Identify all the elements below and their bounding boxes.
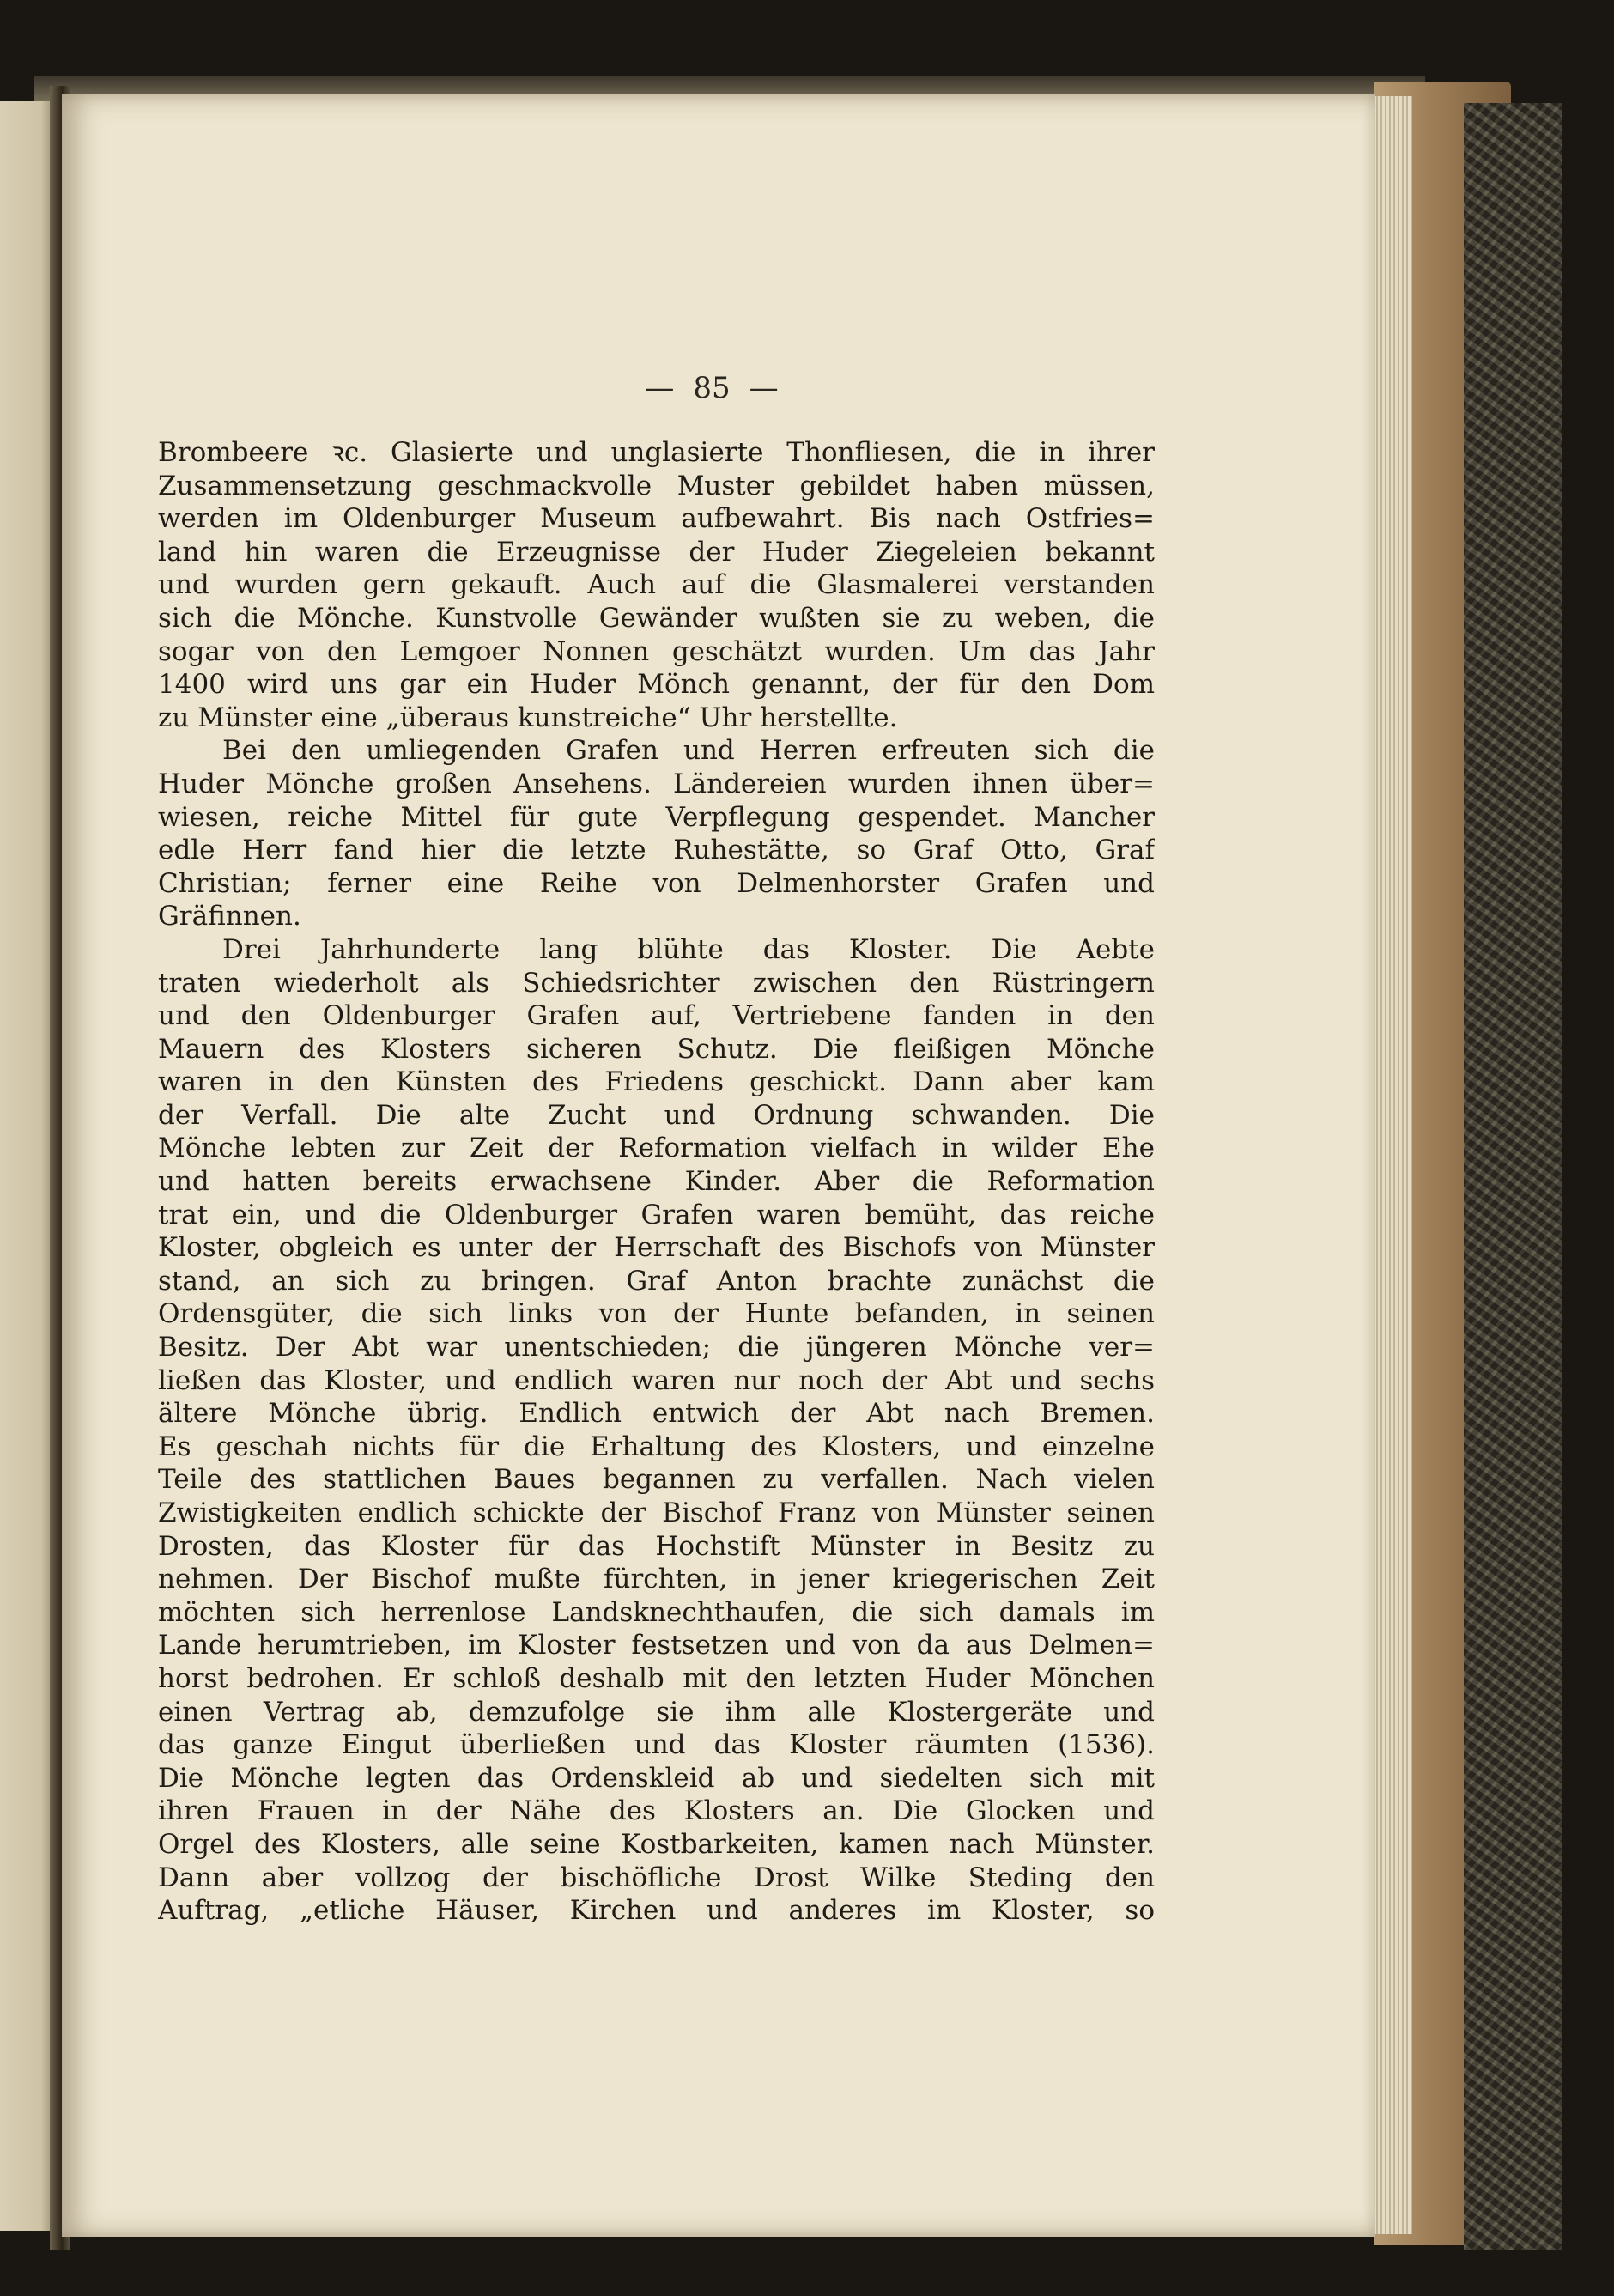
- text-line: und wurden gern gekauft. Auch auf die Glasmalerei verstanden: [158, 569, 1155, 601]
- text-line: einen Vertrag ab, demzufolge sie ihm alle Klostergeräte und: [158, 1696, 1155, 1728]
- text-line: möchten sich herrenlose Landsknechthaufen, die sich damals im: [158, 1596, 1155, 1628]
- text-line: Dann aber vollzog der bischöfliche Drost Wilke Steding den: [158, 1862, 1155, 1893]
- text-line: horst bedrohen. Er schloß deshalb mit den letzten Huder Mönchen: [158, 1662, 1155, 1694]
- text-line: wiesen, reiche Mittel für gute Verpflegung gespendet. Mancher: [158, 801, 1155, 833]
- marbled-cover: [1464, 103, 1562, 2250]
- text-line: Kloster, obgleich es unter der Herrschaft des Bischofs von Münster: [158, 1232, 1155, 1264]
- text-line: und den Oldenburger Grafen auf, Vertriebene fanden in den: [158, 1000, 1155, 1032]
- text-line: Bei den umliegenden Grafen und Herren erfreuten sich die: [222, 735, 1155, 767]
- text-line: ihren Frauen in der Nähe des Klosters an. Die Glocken und: [158, 1795, 1155, 1827]
- text-line: Lande herumtrieben, im Kloster festsetzen und von da aus Delmen=: [158, 1630, 1155, 1661]
- text-line: das ganze Eingut überließen und das Kloster räumten (1536).: [158, 1729, 1155, 1761]
- text-line: Drei Jahrhunderte lang blühte das Kloster. Die Aebte: [222, 933, 1155, 965]
- text-line: der Verfall. Die alte Zucht und Ordnung schwanden. Die: [158, 1099, 1155, 1131]
- text-line: nehmen. Der Bischof mußte fürchten, in jener kriegerischen Zeit: [158, 1564, 1155, 1595]
- book-page: [62, 94, 1375, 2237]
- text-line: und hatten bereits erwachsene Kinder. Aber die Reformation: [158, 1166, 1155, 1198]
- text-line: land hin waren die Erzeugnisse der Huder Ziegeleien bekannt: [158, 536, 1155, 568]
- text-line: Die Mönche legten das Ordenskleid ab und siedelten sich mit: [158, 1762, 1155, 1794]
- text-line: Mauern des Klosters sicheren Schutz. Die fleißigen Mönche: [158, 1033, 1155, 1065]
- text-line: ältere Mönche übrig. Endlich entwich der Abt nach Bremen.: [158, 1398, 1155, 1430]
- text-line: stand, an sich zu bringen. Graf Anton brachte zunächst die: [158, 1265, 1155, 1297]
- text-line: zu Münster eine „überaus kunstreiche“ Uhr herstellte.: [158, 702, 898, 733]
- text-line: 1400 wird uns gar ein Huder Mönch genannt, der für den Dom: [158, 669, 1155, 701]
- text-line: Christian; ferner eine Reihe von Delmenhorster Grafen und: [158, 867, 1155, 899]
- text-line: Huder Mönche großen Ansehens. Ländereien wurden ihnen über=: [158, 768, 1155, 799]
- paragraph-2: [158, 734, 1155, 933]
- text-line: traten wiederholt als Schiedsrichter zwischen den Rüstringern: [158, 967, 1155, 999]
- text-line: Mönche lebten zur Zeit der Reformation vielfach in wilder Ehe: [158, 1133, 1155, 1164]
- text-line: Zwistigkeiten endlich schickte der Bischof Franz von Münster seinen: [158, 1497, 1155, 1528]
- text-line: Teile des stattlichen Baues begannen zu verfallen. Nach vielen: [158, 1464, 1155, 1496]
- text-line: Ordensgüter, die sich links von der Hunte befanden, in seinen: [158, 1298, 1155, 1330]
- body-text: [158, 436, 1155, 1928]
- page-number-dash-right: —: [749, 371, 779, 405]
- text-line: Drosten, das Kloster für das Hochstift Münster in Besitz zu: [158, 1530, 1155, 1562]
- paragraph-3: [158, 933, 1155, 1928]
- text-line: ließen das Kloster, und endlich waren nur noch der Abt und sechs: [158, 1364, 1155, 1396]
- text-line: sogar von den Lemgoer Nonnen geschätzt wurden. Um das Jahr: [158, 635, 1155, 667]
- text-line: edle Herr fand hier die letzte Ruhestätte, so Graf Otto, Graf: [158, 835, 1155, 866]
- text-line: trat ein, und die Oldenburger Grafen waren bemüht, das reiche: [158, 1199, 1155, 1230]
- text-line: Zusammensetzung geschmackvolle Muster gebildet haben müssen,: [158, 470, 1155, 501]
- page-number-dash-left: —: [645, 371, 675, 405]
- text-line: Orgel des Klosters, alle seine Kostbarkeiten, kamen nach Münster.: [158, 1828, 1155, 1860]
- text-line: werden im Oldenburger Museum aufbewahrt. Bis nach Ostfries=: [158, 503, 1155, 535]
- page-number: 85: [693, 371, 731, 405]
- text-line: Auftrag, „etliche Häuser, Kirchen und anderes im Kloster, so: [158, 1895, 1155, 1927]
- paragraph-1: [158, 436, 1155, 734]
- text-line: Besitz. Der Abt war unentschieden; die jüngeren Mönche ver=: [158, 1332, 1155, 1364]
- text-line: Gräfinnen.: [158, 901, 301, 932]
- text-line: waren in den Künsten des Friedens geschickt. Dann aber kam: [158, 1066, 1155, 1098]
- page-number-header: [55, 371, 1368, 405]
- text-line: Brombeere ꝛc. Glasierte und unglasierte Thonfliesen, die in ihrer: [158, 437, 1155, 468]
- text-line: sich die Mönche. Kunstvolle Gewänder wußten sie zu weben, die: [158, 602, 1155, 634]
- text-line: Es geschah nichts für die Erhaltung des Klosters, und einzelne: [158, 1430, 1155, 1462]
